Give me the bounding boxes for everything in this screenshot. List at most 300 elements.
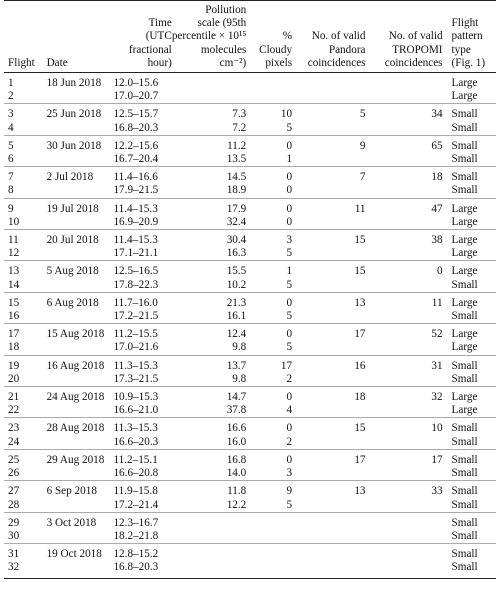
- cell-pollution: [172, 73, 249, 91]
- cell-pattern-type: Large: [451, 404, 478, 417]
- cell-flight: 19: [4, 355, 47, 373]
- cell-pattern-type: Small: [446, 167, 496, 185]
- table-row: [4, 467, 496, 481]
- cell-pattern-type: Small: [446, 561, 496, 578]
- header-pollution-line: Pollution: [205, 4, 247, 16]
- cell-cloudy: 9: [249, 481, 295, 499]
- cell-cloudy: [249, 90, 295, 104]
- header-time: [113, 1, 171, 73]
- cell-pollution: [172, 544, 249, 562]
- cell-flight: 10: [8, 215, 20, 228]
- table-row: [4, 387, 496, 405]
- cell-date: [47, 122, 114, 136]
- header-pollution-line: percentile × 10¹⁵: [171, 30, 247, 43]
- cell-pollution: 11.2: [172, 135, 249, 153]
- header-type-line: Flight: [451, 17, 479, 30]
- cell-pattern-type: Small: [446, 512, 496, 530]
- cell-pattern-type: Small: [451, 529, 478, 542]
- table-row: [4, 230, 496, 248]
- cell-pollution: 16.8: [172, 449, 249, 467]
- cell-cloudy: 5: [286, 247, 293, 260]
- cell-pollution: 16.1: [226, 310, 247, 323]
- cell-pandora: [295, 373, 368, 387]
- cell-pollution: 9.8: [232, 372, 247, 385]
- cell-time: 12.5–15.7: [113, 104, 171, 122]
- cell-date: 19 Oct 2018: [47, 544, 114, 562]
- table-row: [4, 184, 496, 198]
- cell-pandora: [295, 73, 368, 91]
- header-cloudy-line: pixels: [265, 56, 293, 69]
- table-row: [4, 530, 496, 544]
- cell-pandora: 9: [295, 135, 368, 153]
- header-row: [4, 1, 496, 73]
- cell-date: [47, 341, 114, 355]
- cell-tropomi: [369, 122, 446, 136]
- cell-pollution: 13.5: [226, 153, 247, 166]
- cell-cloudy: 0: [249, 292, 295, 310]
- cell-pattern-type: Small: [446, 449, 496, 467]
- cell-time: 16.9–20.9: [113, 215, 159, 228]
- cell-pollution: 11.8: [172, 481, 249, 499]
- cell-flight: 28: [8, 498, 20, 511]
- cell-time: 11.4–16.6: [113, 167, 171, 185]
- cell-pollution: 32.4: [226, 215, 247, 228]
- cell-pollution: 12.2: [226, 498, 247, 511]
- header-pollution-line: scale (95th: [197, 17, 247, 30]
- cell-time: 17.0–20.7: [113, 90, 159, 103]
- cell-pollution: 30.4: [172, 230, 249, 248]
- cell-tropomi: 52: [369, 324, 446, 342]
- header-type-line: pattern: [451, 30, 483, 43]
- cell-date: [47, 310, 114, 324]
- table-row: [4, 292, 496, 310]
- cell-date: 20 Jul 2018: [47, 230, 114, 248]
- cell-flight: 11: [4, 230, 47, 248]
- cell-time: 12.3–16.7: [113, 512, 171, 530]
- table-row: [4, 261, 496, 279]
- cell-date: [47, 247, 114, 261]
- cell-tropomi: 34: [369, 104, 446, 122]
- cell-pandora: [295, 90, 368, 104]
- cell-pattern-type: Large: [451, 247, 478, 260]
- cell-pandora: [295, 310, 368, 324]
- cell-pollution: [172, 90, 249, 104]
- cell-time: 11.9–15.8: [113, 481, 171, 499]
- cell-pollution: [172, 561, 249, 578]
- cell-cloudy: [249, 561, 295, 578]
- cell-flight: 29: [4, 512, 47, 530]
- table-row: [4, 418, 496, 436]
- cell-flight: 26: [8, 467, 20, 480]
- cell-date: 15 Aug 2018: [47, 324, 114, 342]
- cell-date: [47, 467, 114, 481]
- cell-pandora: [295, 436, 368, 450]
- header-flight: [4, 1, 47, 73]
- cell-tropomi: [369, 153, 446, 167]
- cell-pollution: [172, 530, 249, 544]
- table-row: [4, 310, 496, 324]
- cell-time: 11.7–16.0: [113, 292, 171, 310]
- cell-flight: 27: [4, 481, 47, 499]
- cell-flight: 12: [8, 247, 20, 260]
- cell-pattern-type: Small: [451, 153, 478, 166]
- table-row: [4, 153, 496, 167]
- cell-time: 17.1–21.1: [113, 247, 159, 260]
- cell-cloudy: 0: [249, 135, 295, 153]
- cell-flight: 21: [4, 387, 47, 405]
- header-type-line: type: [451, 43, 471, 56]
- cell-tropomi: 10: [369, 418, 446, 436]
- cell-tropomi: [369, 512, 446, 530]
- cell-date: [47, 404, 114, 418]
- cell-flight: 14: [8, 278, 20, 291]
- cell-cloudy: 0: [249, 387, 295, 405]
- header-tropomi-line: No. of valid: [388, 30, 443, 43]
- cell-pollution: 15.5: [172, 261, 249, 279]
- header-pandora-line: No. of valid: [311, 30, 366, 43]
- cell-date: 6 Sep 2018: [47, 481, 114, 499]
- cell-flight: 20: [8, 372, 20, 385]
- table-row: [4, 404, 496, 418]
- cell-date: 5 Aug 2018: [47, 261, 114, 279]
- cell-pandora: 13: [295, 292, 368, 310]
- cell-pandora: [295, 341, 368, 355]
- cell-pandora: 7: [295, 167, 368, 185]
- cell-date: [47, 153, 114, 167]
- cell-tropomi: 38: [369, 230, 446, 248]
- cell-time: 17.2–21.5: [113, 310, 159, 323]
- cell-flight: 6: [8, 153, 14, 166]
- cell-tropomi: 31: [369, 355, 446, 373]
- cell-pattern-type: Large: [446, 198, 496, 216]
- cell-tropomi: [369, 467, 446, 481]
- cell-time: 12.2–15.6: [113, 135, 171, 153]
- cell-time: 12.5–16.5: [113, 261, 171, 279]
- header-date-line: Date: [46, 56, 68, 69]
- cell-tropomi: [369, 310, 446, 324]
- cell-time: 16.7–20.4: [113, 153, 159, 166]
- cell-pattern-type: Large: [451, 77, 478, 90]
- header-cloudy: [249, 1, 295, 73]
- cell-date: [47, 561, 114, 578]
- cell-pattern-type: Small: [451, 184, 478, 197]
- cell-time: 12.8–15.2: [113, 544, 171, 562]
- cell-cloudy: [249, 73, 295, 91]
- cell-tropomi: 18: [369, 167, 446, 185]
- cell-flight: 5: [4, 135, 47, 153]
- cell-pandora: 11: [295, 198, 368, 216]
- cell-pattern-type: Large: [451, 90, 478, 103]
- cell-time: 17.2–21.4: [113, 498, 159, 511]
- cell-cloudy: 2: [286, 372, 293, 385]
- cell-cloudy: 0: [249, 198, 295, 216]
- cell-time: 11.3–15.3: [113, 418, 171, 436]
- cell-date: 16 Aug 2018: [47, 355, 114, 373]
- cell-time: 10.9–15.3: [113, 387, 171, 405]
- table-row: [4, 373, 496, 387]
- cell-tropomi: [369, 436, 446, 450]
- cell-pattern-type: Small: [451, 498, 478, 511]
- table-row: [4, 512, 496, 530]
- cell-cloudy: 10: [249, 104, 295, 122]
- cell-pollution: 9.8: [232, 341, 247, 354]
- cell-pandora: [295, 404, 368, 418]
- cell-flight: 23: [4, 418, 47, 436]
- cell-tropomi: 0: [369, 261, 446, 279]
- cell-flight: 32: [4, 561, 47, 578]
- cell-time: 16.6–21.0: [113, 404, 159, 417]
- table-row: [4, 449, 496, 467]
- cell-flight: 24: [8, 435, 20, 448]
- cell-pandora: [295, 544, 368, 562]
- cell-pandora: [295, 467, 368, 481]
- cell-pattern-type: Small: [451, 467, 478, 480]
- cell-pandora: [295, 561, 368, 578]
- cell-pattern-type: Small: [451, 372, 478, 385]
- cell-date: [47, 436, 114, 450]
- cell-cloudy: 5: [286, 498, 293, 511]
- cell-pollution: 12.4: [172, 324, 249, 342]
- cell-cloudy: 0: [249, 418, 295, 436]
- cell-cloudy: 0: [249, 324, 295, 342]
- cell-flight: 15: [4, 292, 47, 310]
- table-row: [4, 341, 496, 355]
- header-time-line: fractional: [128, 43, 172, 56]
- cell-pandora: 16: [295, 355, 368, 373]
- cell-pandora: 17: [295, 449, 368, 467]
- table-row: [4, 247, 496, 261]
- cell-pandora: 17: [295, 324, 368, 342]
- cell-date: [47, 279, 114, 293]
- cell-pandora: [295, 184, 368, 198]
- cell-pandora: 15: [295, 261, 368, 279]
- cell-tropomi: [369, 90, 446, 104]
- cell-time: 17.0–21.6: [113, 341, 159, 354]
- cell-date: 2 Jul 2018: [47, 167, 114, 185]
- cell-time: 17.9–21.5: [113, 184, 159, 197]
- cell-time: 16.6–20.8: [113, 467, 159, 480]
- cell-pollution: 7.2: [232, 121, 247, 134]
- cell-pollution: 16.6: [172, 418, 249, 436]
- cell-time: 11.4–15.3: [113, 230, 171, 248]
- cell-pattern-type: Small: [451, 121, 478, 134]
- cell-pollution: 14.0: [226, 467, 247, 480]
- cell-pollution: 16.0: [226, 435, 247, 448]
- table-body: [4, 73, 496, 579]
- cell-cloudy: 3: [249, 230, 295, 248]
- cell-pandora: [295, 512, 368, 530]
- cell-pandora: [295, 279, 368, 293]
- cell-date: 29 Aug 2018: [47, 449, 114, 467]
- header-pattern-type: [446, 1, 496, 73]
- cell-pattern-type: Large: [446, 292, 496, 310]
- table-row: [4, 167, 496, 185]
- cell-time: 11.4–15.3: [113, 198, 171, 216]
- cell-pattern-type: Large: [451, 341, 478, 354]
- cell-tropomi: [369, 373, 446, 387]
- cell-date: 24 Aug 2018: [47, 387, 114, 405]
- cell-flight: 22: [8, 404, 20, 417]
- cell-pollution: 18.9: [226, 184, 247, 197]
- cell-tropomi: [369, 530, 446, 544]
- header-pandora: [295, 1, 368, 73]
- cell-tropomi: [369, 561, 446, 578]
- table-row: [4, 499, 496, 513]
- table-row: [4, 198, 496, 216]
- cell-pattern-type: Small: [446, 418, 496, 436]
- cell-flight: 17: [4, 324, 47, 342]
- cell-tropomi: 65: [369, 135, 446, 153]
- cell-cloudy: 5: [286, 310, 293, 323]
- cell-pollution: 17.9: [172, 198, 249, 216]
- cell-pandora: [295, 499, 368, 513]
- cell-tropomi: [369, 404, 446, 418]
- cell-pattern-type: Large: [446, 324, 496, 342]
- cell-date: 25 Jun 2018: [47, 104, 114, 122]
- cell-cloudy: 1: [249, 261, 295, 279]
- cell-tropomi: 17: [369, 449, 446, 467]
- cell-date: [47, 373, 114, 387]
- cell-date: 6 Aug 2018: [47, 292, 114, 310]
- cell-pollution: 21.3: [172, 292, 249, 310]
- cell-tropomi: [369, 184, 446, 198]
- cell-time: 16.8–20.3: [113, 561, 171, 578]
- cell-date: [47, 90, 114, 104]
- cell-pollution: 37.8: [226, 404, 247, 417]
- header-date: [47, 1, 114, 73]
- cell-cloudy: 3: [286, 467, 293, 480]
- header-pandora-line: coincidences: [307, 56, 366, 69]
- header-tropomi-line: TROPOMI: [392, 43, 443, 56]
- cell-pollution: 14.5: [172, 167, 249, 185]
- cell-pattern-type: Small: [446, 135, 496, 153]
- cell-date: 18 Jun 2018: [46, 77, 102, 90]
- cell-tropomi: 33: [369, 481, 446, 499]
- cell-date: 30 Jun 2018: [47, 135, 114, 153]
- cell-pattern-type: Large: [446, 387, 496, 405]
- header-pandora-line: Pandora: [328, 43, 366, 56]
- cell-pollution: 7.3: [172, 104, 249, 122]
- header-time-line: hour): [147, 56, 172, 69]
- cell-pollution: 16.3: [226, 247, 247, 260]
- flight-table: [4, 0, 496, 579]
- cell-time: 11.3–15.3: [113, 355, 171, 373]
- cell-tropomi: [369, 341, 446, 355]
- cell-tropomi: [369, 499, 446, 513]
- cell-cloudy: 4: [286, 404, 293, 417]
- cell-pandora: 5: [295, 104, 368, 122]
- cell-date: [47, 184, 114, 198]
- table-header: [4, 1, 496, 73]
- cell-date: [47, 499, 114, 513]
- cell-flight: 2: [8, 90, 14, 103]
- cell-tropomi: [369, 279, 446, 293]
- table-row: [4, 104, 496, 122]
- cell-time: 11.2–15.1: [113, 449, 171, 467]
- cell-pattern-type: Large: [451, 215, 478, 228]
- cell-pattern-type: Small: [446, 104, 496, 122]
- cell-pollution: [172, 512, 249, 530]
- cell-tropomi: 11: [369, 292, 446, 310]
- cell-flight: 25: [4, 449, 47, 467]
- cell-time: 16.6–20.3: [113, 435, 159, 448]
- cell-flight: 30: [8, 529, 20, 542]
- cell-flight: 31: [4, 544, 47, 562]
- cell-cloudy: 17: [249, 355, 295, 373]
- cell-cloudy: 5: [286, 341, 293, 354]
- cell-cloudy: 0: [249, 449, 295, 467]
- cell-tropomi: [369, 247, 446, 261]
- cell-tropomi: 32: [369, 387, 446, 405]
- cell-pattern-type: Small: [446, 481, 496, 499]
- table-row: [4, 544, 496, 562]
- cell-cloudy: 1: [286, 153, 293, 166]
- table-row: [4, 324, 496, 342]
- cell-pattern-type: Small: [451, 435, 478, 448]
- cell-pandora: [295, 216, 368, 230]
- cell-pattern-type: Small: [451, 310, 478, 323]
- cell-date: [47, 216, 114, 230]
- cell-pandora: [295, 247, 368, 261]
- cell-cloudy: 0: [249, 167, 295, 185]
- cell-pandora: 15: [295, 418, 368, 436]
- table-row: [4, 561, 496, 578]
- cell-date: 28 Aug 2018: [47, 418, 114, 436]
- table-row: [4, 436, 496, 450]
- header-pollution: [172, 1, 249, 73]
- cell-time: 18.2–21.8: [113, 529, 159, 542]
- cell-flight: 13: [4, 261, 47, 279]
- table-row: [4, 216, 496, 230]
- header-cloudy-line: %: [282, 30, 293, 43]
- table-row: [4, 355, 496, 373]
- cell-flight: 1: [8, 77, 14, 90]
- cell-flight: 3: [4, 104, 47, 122]
- cell-pollution: 13.7: [172, 355, 249, 373]
- header-cloudy-line: Cloudy: [259, 43, 293, 56]
- header-time-line: (UTC: [145, 30, 172, 43]
- cell-tropomi: [369, 216, 446, 230]
- table-row: [4, 122, 496, 136]
- cell-date: 3 Oct 2018: [47, 512, 114, 530]
- cell-pandora: 18: [295, 387, 368, 405]
- cell-flight: 16: [8, 310, 20, 323]
- cell-pattern-type: Large: [446, 261, 496, 279]
- cell-flight: 9: [4, 198, 47, 216]
- cell-time: 16.8–20.3: [113, 121, 159, 134]
- table-row: [4, 90, 496, 104]
- header-pollution-line: molecules cm⁻²): [200, 43, 247, 69]
- cell-pandora: 13: [295, 481, 368, 499]
- cell-pattern-type: Small: [451, 278, 478, 291]
- cell-cloudy: 5: [286, 121, 293, 134]
- cell-date: [47, 530, 114, 544]
- header-time-line: Time: [148, 17, 172, 30]
- cell-pollution: 10.2: [226, 278, 247, 291]
- cell-cloudy: 5: [286, 278, 293, 291]
- cell-pandora: 15: [295, 230, 368, 248]
- cell-cloudy: 0: [286, 184, 293, 197]
- cell-flight: 18: [8, 341, 20, 354]
- cell-tropomi: [369, 544, 446, 562]
- cell-flight: 7: [4, 167, 47, 185]
- cell-cloudy: [249, 512, 295, 530]
- table-row: [4, 73, 496, 91]
- cell-pattern-type: Small: [446, 544, 496, 562]
- cell-cloudy: 0: [286, 215, 293, 228]
- cell-time: 11.2–15.5: [113, 324, 171, 342]
- cell-time: 12.0–15.6: [113, 77, 159, 90]
